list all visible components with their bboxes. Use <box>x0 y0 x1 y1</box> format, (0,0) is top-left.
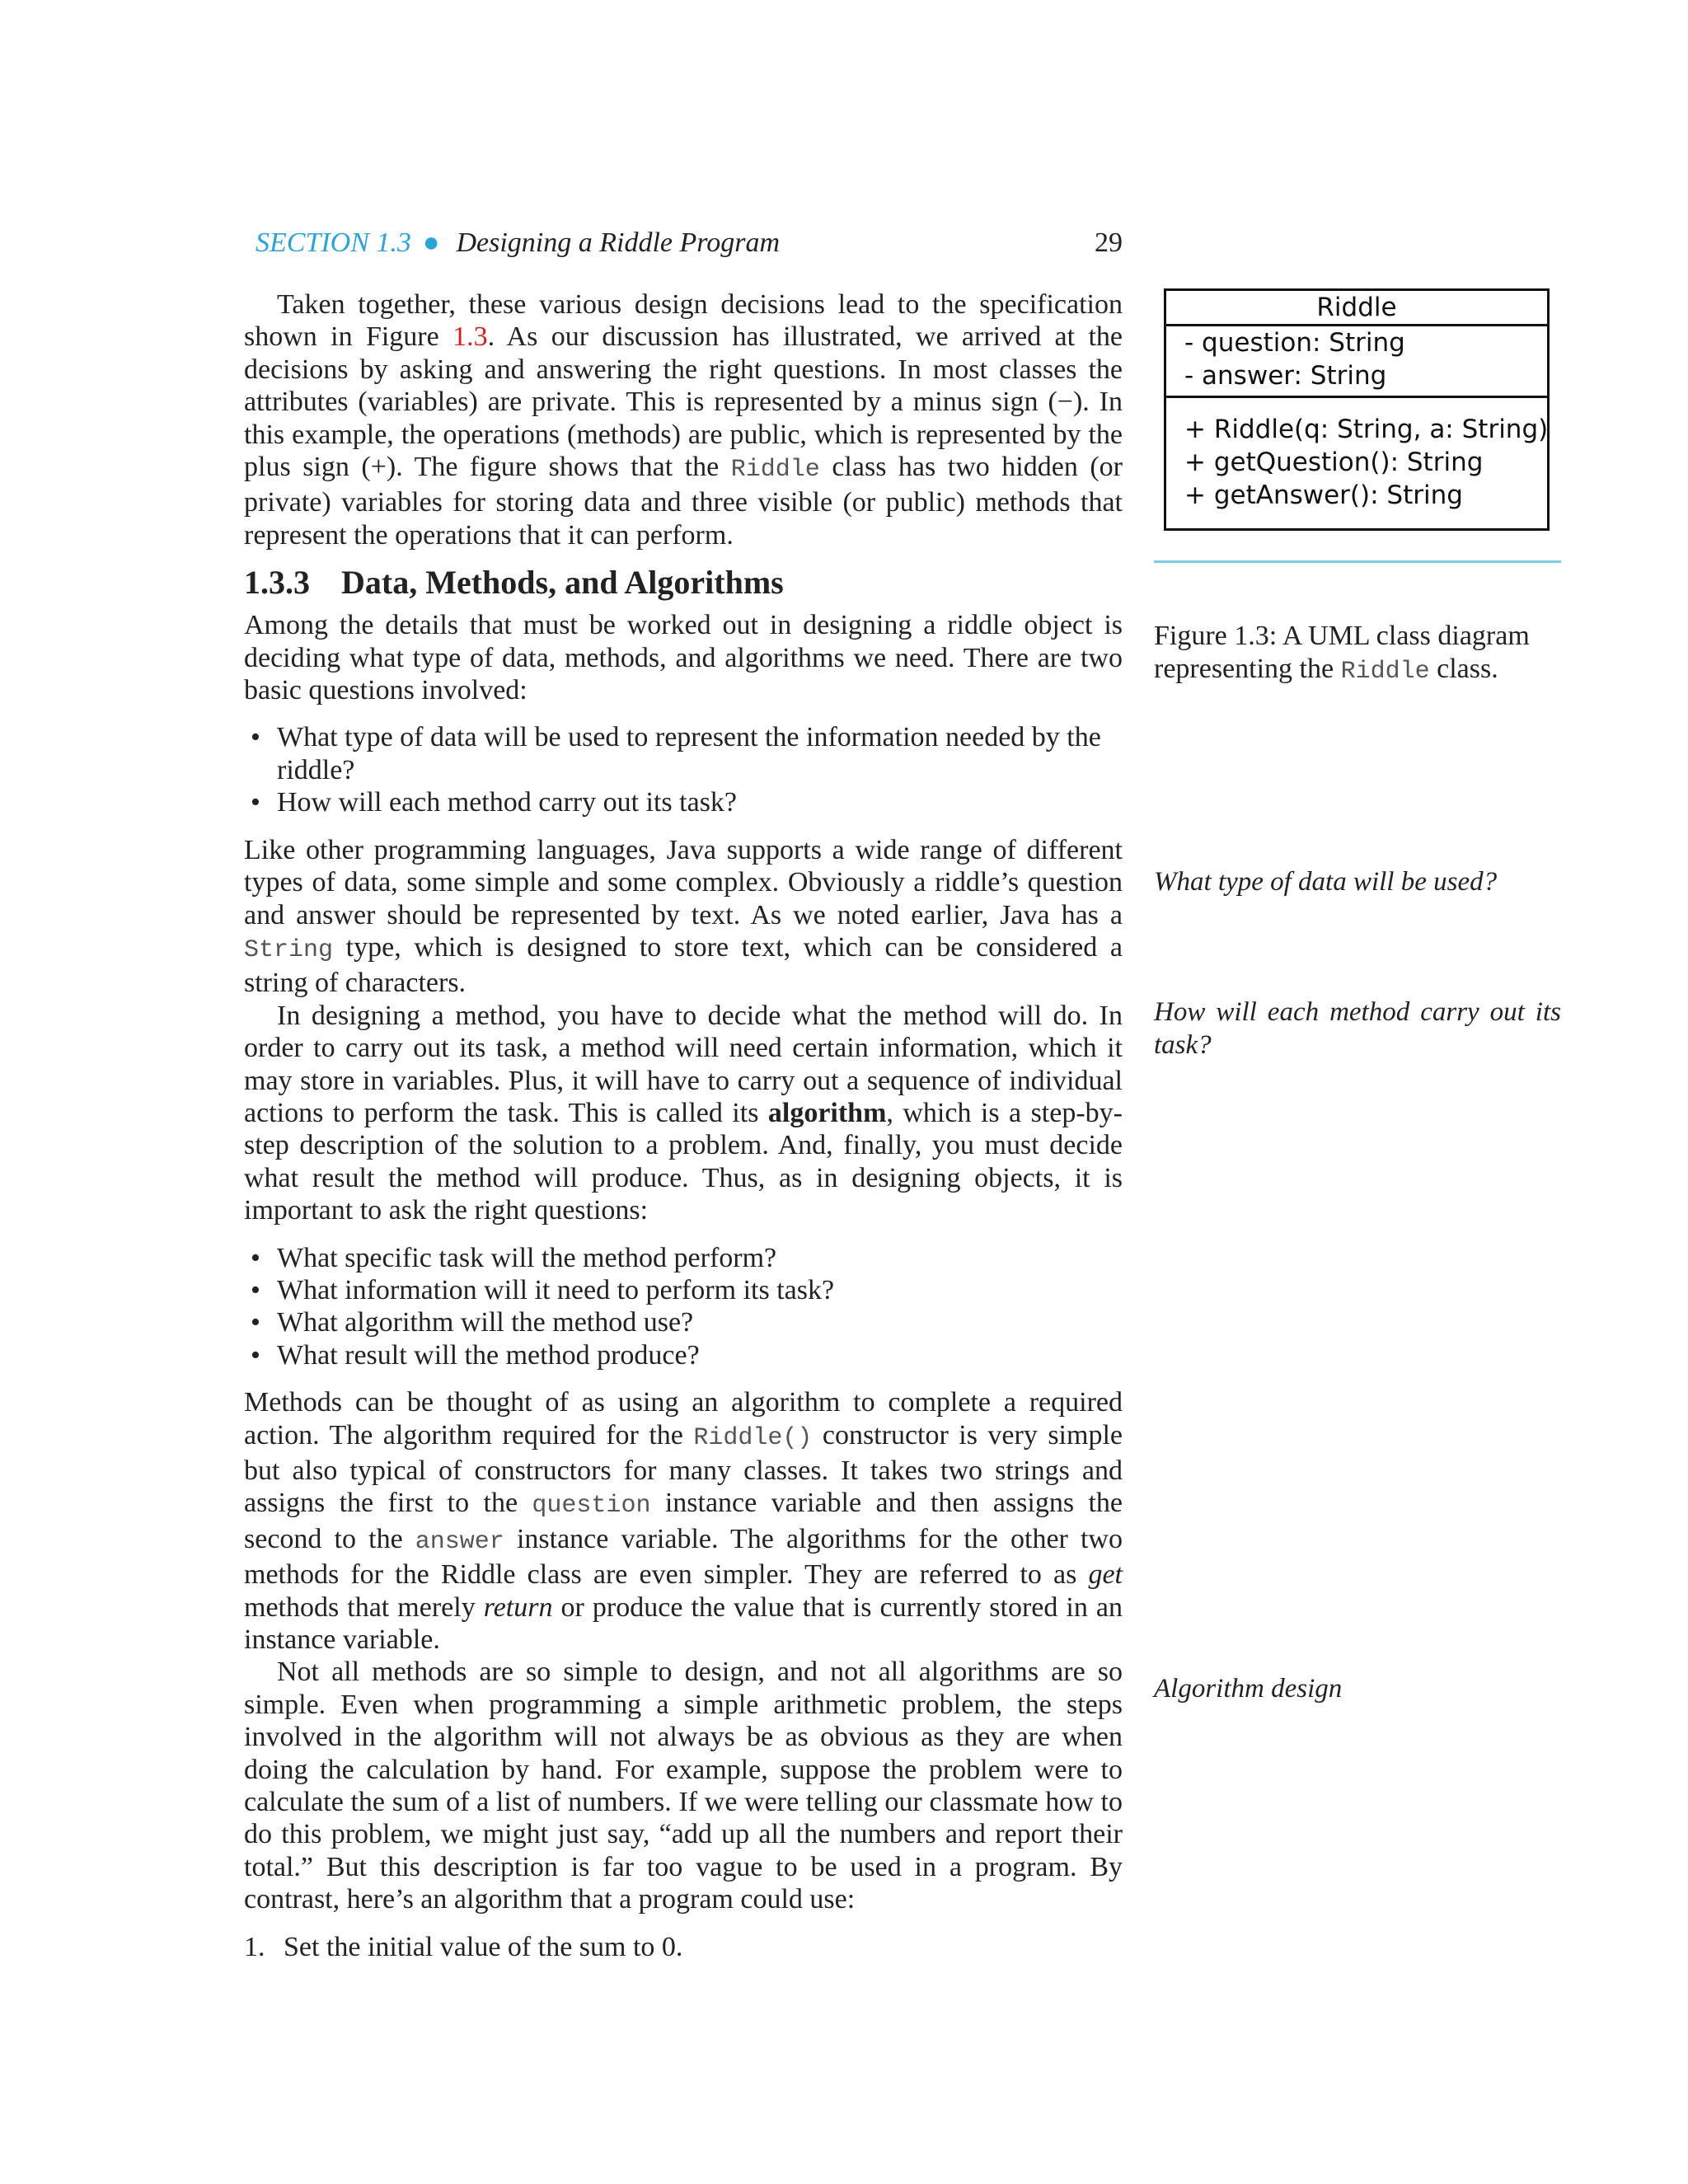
code-riddle: Riddle <box>730 456 820 485</box>
margin-note-algorithm-design: Algorithm design <box>1154 1674 1343 1704</box>
code-string: String <box>244 935 334 964</box>
section-heading <box>244 563 1123 602</box>
code-answer: answer <box>415 1527 504 1556</box>
running-header <box>256 227 1123 267</box>
uml-operation: + getAnswer(): String <box>1184 480 1463 510</box>
bullet-icon: ● <box>422 227 440 258</box>
list-item: • What type of data will be used to represent the information needed by the riddle? <box>244 721 1123 786</box>
code-riddle-constructor: Riddle() <box>693 1423 813 1452</box>
uml-class-name: Riddle <box>1166 291 1547 326</box>
list-item: • What information will it need to perform its task? <box>244 1274 1123 1306</box>
figure-caption: Figure 1.3: A UML class diagram representing the Riddle class. <box>1154 621 1530 686</box>
margin-note-data-type: What type of data will be used? <box>1154 867 1498 897</box>
bullet-list-method-questions <box>244 1242 1123 1372</box>
paragraph-method-design: In designing a method, you have to decide what the method will do. In order to carry out its task, a method will need certain information, which it may store in variables. Plus, it will have to carry out a sequence of individual actions to perform the task. This is called its algorithm, which is a step-by-step description of the solution to a problem. And, finally, you must decide what result the method will produce. Thus, as in designing objects, it is important to ask the right questions: <box>244 1000 1123 1226</box>
section-label: SECTION 1.3 <box>256 227 411 258</box>
page-number: 29 <box>1095 227 1123 258</box>
term-return: return <box>483 1591 553 1623</box>
list-item <box>244 1931 1123 1963</box>
section-title: Data, Methods, and Algorithms <box>341 564 784 602</box>
uml-attribute: - question: String <box>1184 328 1405 358</box>
main-text-column <box>244 288 1123 1963</box>
term-algorithm: algorithm <box>767 1097 887 1128</box>
list-item: • What result will the method produce? <box>244 1339 1123 1371</box>
paragraph-algorithm-design: Not all methods are so simple to design, and not all algorithms are so simple. Even when programming a simple arithmetic problem, the steps involved in the algorithm will not always be as obvious as they are when doing the calculation by hand. For example, suppose the problem were to calculate the sum of a list of numbers. If we were telling our classmate how to do this problem, we might just say, “add up all the numbers and report their total.” But this description is far too vague to be used in a program. By contrast, here’s an algorithm that a program could use: <box>244 1657 1123 1915</box>
uml-operation: + getQuestion(): String <box>1184 448 1484 477</box>
term-get: get <box>1088 1559 1123 1591</box>
uml-operations <box>1166 398 1547 512</box>
code-question: question <box>532 1492 651 1521</box>
list-item: • How will each method carry out its task? <box>244 786 1123 818</box>
paragraph-details: Among the details that must be worked out in designing a riddle object is deciding what type of data, methods, and algorithms we need. There are two basic questions involved: <box>244 610 1123 706</box>
paragraph-constructor: Methods can be thought of as using an algorithm to complete a required action. The algorithm required for the Riddle() constructor is very simple but also typical of constructors for many classes. It takes two strings and assigns the first to the question instance variable and then assigns the second to the answer instance variable. The algorithms for the other two methods for the Riddle class are even simpler. They are referred to as get methods that merely return or produce the value that is currently stored in an instance variable. <box>244 1387 1123 1656</box>
bullet-list-questions <box>244 721 1123 818</box>
uml-attribute: - answer: String <box>1184 361 1387 391</box>
uml-attributes <box>1166 326 1547 398</box>
margin-note-method-task: How will each method carry out its task? <box>1154 997 1561 1060</box>
section-number: 1.3.3 <box>244 564 310 602</box>
code-riddle-caption: Riddle <box>1340 658 1430 686</box>
figure-reference-link[interactable]: 1.3 <box>452 321 488 353</box>
step-text: Set the initial value of the sum to 0. <box>284 1931 683 1962</box>
chapter-title: Designing a Riddle Program <box>456 227 781 258</box>
list-item: • What algorithm will the method use? <box>244 1306 1123 1338</box>
paragraph-spec: Taken together, these various design decisions lead to the specification shown in Figure 1.3. As our discussion has illustrated, we arrived at the decisions by asking and answering the right questions. In most classes the attributes (variables) are private. This is represented by a minus sign (−). In this example, the operations (methods) are public, which is represented by the plus sign (+). The figure shows that the Riddle class has two hidden (or private) variables for storing data and three visible (or public) methods that represent the operations that it can perform. <box>244 289 1123 551</box>
list-item: • What specific task will the method perform? <box>244 1242 1123 1274</box>
step-number: 1. <box>244 1931 265 1962</box>
algorithm-steps <box>244 1931 1123 1963</box>
uml-operation: + Riddle(q: String, a: String) <box>1184 415 1549 444</box>
uml-class-diagram <box>1164 288 1550 531</box>
figure-divider <box>1154 560 1561 563</box>
paragraph-data-types: Like other programming languages, Java supports a wide range of different types of data, some simple and some complex. Obviously a riddle’s question and answer should be represented by text. As we noted earlier, Java has a String type, which is designed to store text, which can be considered a string of characters. <box>244 834 1123 999</box>
